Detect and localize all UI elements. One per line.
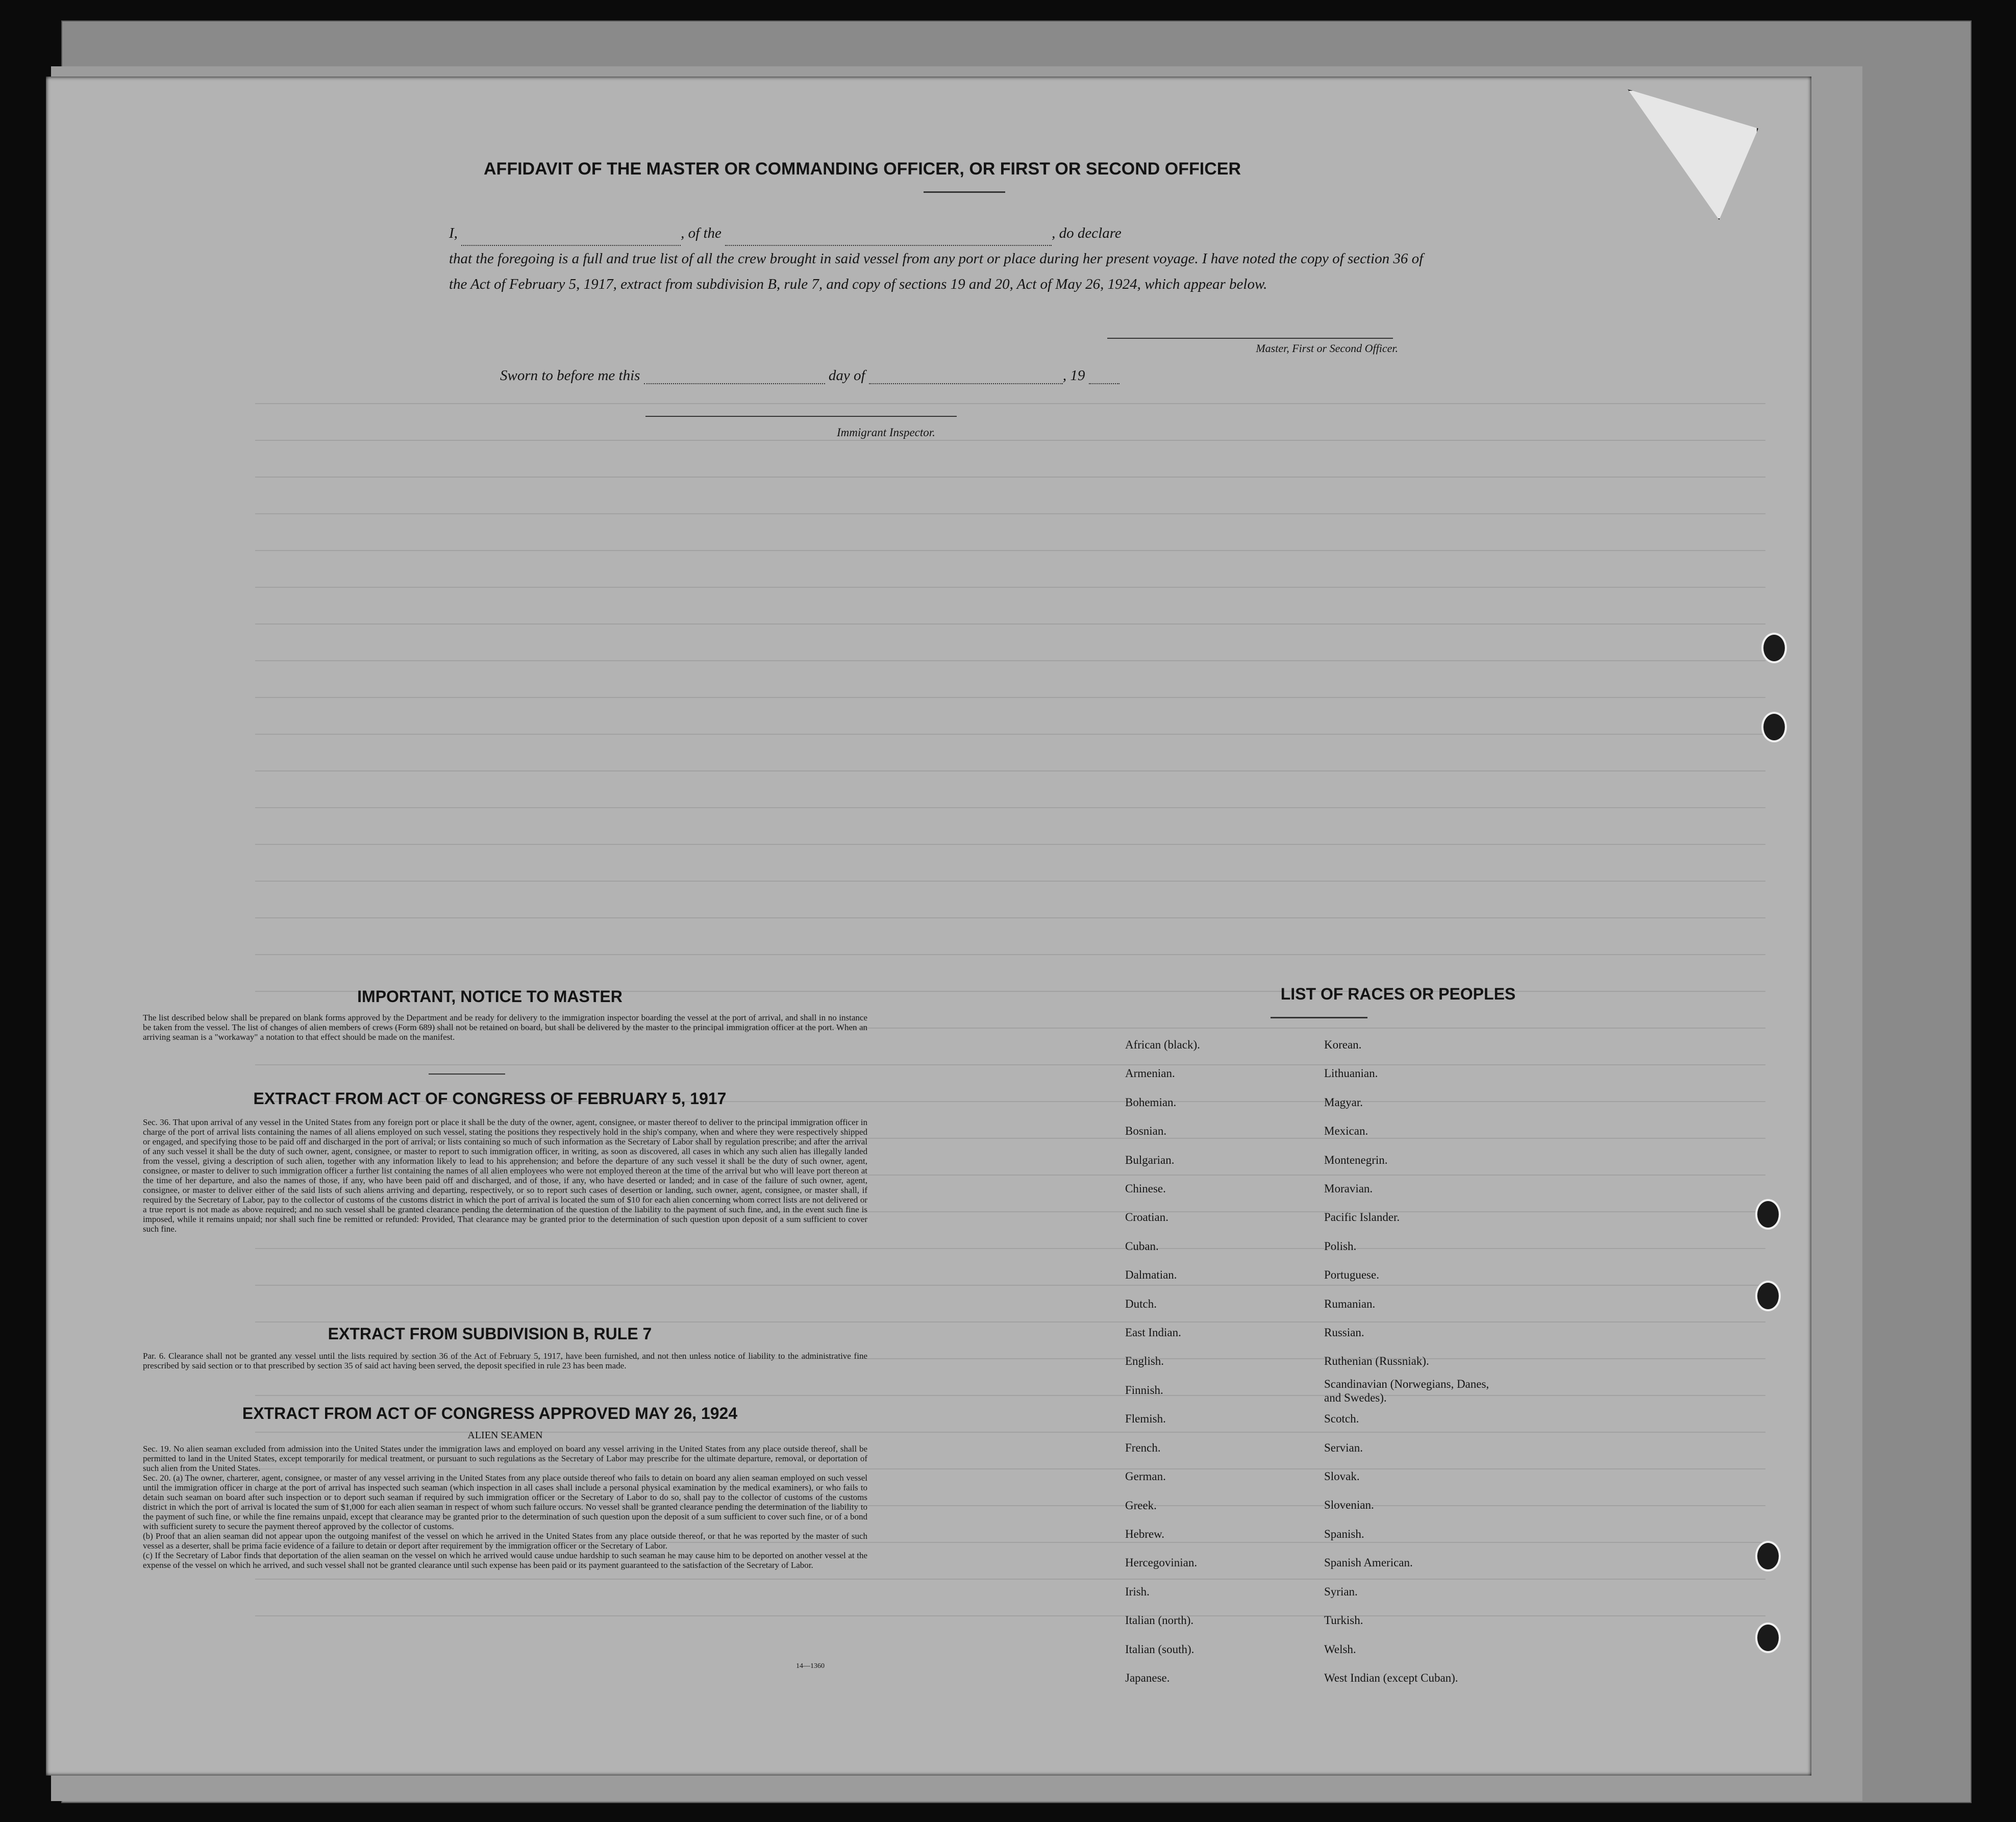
extract-1924-heading: EXTRACT FROM ACT OF CONGRESS APPROVED MAY 26, 1924 <box>242 1404 738 1422</box>
alien-seamen-subheading: ALIEN SEAMEN <box>467 1430 543 1441</box>
extract-1917-body: Sec. 36. That upon arrival of any vessel in the United States from any foreign port or place it shall be the duty of the owner, agent, consignee, or master thereof to deliver to the principal immigration officer in charge of the port of arrival lists containing the names of all aliens employed on such vessel, stating the positions they respectively hold in the ship's company, when and where they were respectively shipped or engaged, and specifying those to be paid off and discharged in the port of arrival; or lists containing so much of such information as the Secretary of Labor shall by regulation prescribe; and after the arrival of any such vessel it shall be the duty of such owner, agent, consignee, or master to report to such immigration officer, in writing, as soon as discovered, all cases in which any such alien has illegally landed from the vessel, giving a description of such alien, together with any information likely to lead to his apprehension; and before the departure of any such vessel it shall be the duty of such owner, agent, consignee, or master to deliver to such immigration officer a further list containing the names of all alien employees who were not employed thereon at the time of the arrival but who will leave port thereon at the time of her departure, and also the names of those, if any, who have been paid off and discharged, and of those, if any, who have deserted or landed; and in case of the failure of such owner, agent, consignee, or master to deliver either of the said lists of such aliens arriving and departing, respectively, or so to report such cases of desertion or landing, such owner, agent, consignee, or master shall, if required by the Secretary of Labor, pay to the collector of customs of the customs district in which the port of arrival is located the sum of $10 for each alien concerning whom correct lists are not delivered or a true report is not made as above required; and no such vessel shall be granted clearance pending the determination of the question of the liability to the payment of such fine, and, in the event such fine is imposed, while it remains unpaid; nor shall such fine be remitted or refunded: Provided, That clearance may be granted prior to the determination of such question upon deposit of a sum sufficient to cover such fine. <box>143 1117 867 1234</box>
race-item: Armenian. <box>1125 1067 1175 1080</box>
race-item: Spanish. <box>1324 1527 1364 1540</box>
race-item: Korean. <box>1324 1038 1362 1051</box>
race-item: Japanese. <box>1125 1671 1170 1684</box>
race-item: Hercegovinian. <box>1125 1556 1198 1569</box>
race-item: Flemish. <box>1125 1412 1166 1426</box>
races-heading: LIST OF RACES OR PEOPLES <box>1280 985 1516 1003</box>
master-label: Master, First or Second Officer. <box>1256 342 1398 355</box>
affidavit-text <box>449 220 1429 297</box>
race-item: Slovenian. <box>1324 1499 1374 1512</box>
race-item: Dalmatian. <box>1125 1268 1177 1282</box>
punch-hole <box>1755 1281 1781 1311</box>
punch-hole <box>1755 1623 1781 1653</box>
race-item: French. <box>1125 1441 1161 1454</box>
race-item: Slovak. <box>1324 1470 1360 1483</box>
sworn-text: Sworn to before me this <box>500 367 640 384</box>
race-item: Polish. <box>1324 1239 1357 1253</box>
affidavit-of-the: , of the <box>681 225 721 241</box>
affidavit-title: AFFIDAVIT OF THE MASTER OR COMMANDING OFFICER, OR FIRST OR SECOND OFFICER <box>484 159 1241 179</box>
race-item: Mexican. <box>1324 1125 1368 1138</box>
race-item: German. <box>1125 1470 1166 1483</box>
section-20c: (c) If the Secretary of Labor finds that deportation of the alien seaman on the vessel on which he arrived would cause undue hardship to such seaman he may cause him to be deported on another vessel at the expense of the vessel on which he arrived, and such vessel shall not be granted clearance until such expense has been paid or its payment guaranteed to the satisfaction of the Secretary of Labor. <box>143 1551 867 1570</box>
race-item: East Indian. <box>1125 1326 1181 1339</box>
race-item: Croatian. <box>1125 1211 1168 1224</box>
extract-rule7-heading: EXTRACT FROM SUBDIVISION B, RULE 7 <box>328 1325 652 1343</box>
form-number: 14—1360 <box>796 1662 825 1670</box>
race-item: Bulgarian. <box>1125 1153 1175 1166</box>
race-item: Hebrew. <box>1125 1527 1165 1540</box>
race-item: Servian. <box>1324 1441 1363 1454</box>
race-item: Scandinavian (Norwegians, Danes, and Swedes). <box>1324 1377 1489 1404</box>
extract-rule7-body: Par. 6. Clearance shall not be granted any vessel until the lists required by section 36 of the Act of February 5, 1917, have been furnished, and not then unless notice of liability to the administrative fine prescribed by said section or to that prescribed by section 35 of said act having been served, the deposit specified in rule 23 has been made. <box>143 1351 867 1370</box>
races-left-column <box>1125 1031 1329 1692</box>
extract-1924-body <box>143 1444 867 1570</box>
sworn-line <box>500 365 1163 384</box>
affidavit-do-declare: , do declare <box>1052 225 1122 241</box>
race-item: Magyar. <box>1324 1095 1363 1109</box>
section-rule <box>429 1074 505 1075</box>
race-item: Italian (north). <box>1125 1614 1194 1627</box>
race-item: Scotch. <box>1324 1412 1359 1426</box>
notice-heading: IMPORTANT, NOTICE TO MASTER <box>357 987 623 1006</box>
race-item: Irish. <box>1125 1585 1150 1598</box>
race-item: Greek. <box>1125 1499 1157 1512</box>
race-item: Lithuanian. <box>1324 1067 1378 1080</box>
section-20b: (b) Proof that an alien seaman did not appear upon the outgoing manifest of the vessel on which he arrived in the United States from any place outside thereof, or that he was reported by the master of such vessel as a deserter, shall be prima facie evidence of a failure to detain or deport after requirement by the immigration officer or the Secretary of Labor. <box>143 1531 867 1551</box>
year-prefix: , 19 <box>1062 367 1085 384</box>
race-item: Turkish. <box>1324 1614 1363 1627</box>
race-item: Welsh. <box>1324 1642 1356 1656</box>
vessel-field[interactable] <box>725 227 1052 246</box>
title-rule <box>924 191 1005 193</box>
punch-hole <box>1761 712 1787 742</box>
punch-hole <box>1755 1199 1781 1230</box>
race-item: Italian (south). <box>1125 1642 1194 1656</box>
punch-hole <box>1761 633 1787 663</box>
notice-body: The list described below shall be prepared on blank forms approved by the Department and be ready for delivery to the immigration inspector boarding the vessel at the port of arrival, and shall in no instance be taken from the vessel. The list of changes of alien members of crews (Form 689) shall not be retained on board, but shall be delivered by the master to the principal immigration officer at the port. When an arriving seaman is a "workaway" a notation to that effect should be made on the manifest. <box>143 1013 867 1042</box>
day-of-text: day of <box>828 367 865 384</box>
race-item: Bohemian. <box>1125 1095 1177 1109</box>
section-19: Sec. 19. No alien seaman excluded from admission into the United States under the immigration laws and employed on board any vessel arriving in the United States from any place outside thereof, shall be permitted to land in the United States, except temporarily for medical treatment, or pursuant to such regulations as the Secretary of Labor may prescribe for the ultimate departure, removal, or deportation of such alien from the United States. <box>143 1444 867 1473</box>
inspector-label: Immigrant Inspector. <box>837 426 935 439</box>
section-20a: Sec. 20. (a) The owner, charterer, agent, consignee, or master of any vessel arriving in the United States from any place outside thereof who fails to detain on board any alien seaman employed on such vessel until the immigration officer in charge at the port of arrival has inspected such seaman (which inspection in all cases shall include a personal physical examination by the medical examiners), or who fails to detain such seaman on board after such inspection or to deport such seaman if required by such immigration officer or the Secretary of Labor to do so, shall pay to the collector of customs of the customs district in which the port of arrival is located the sum of $1,000 for each alien seaman in respect of whom such failure occurs. No vessel shall be granted clearance pending the determination of the liability to the payment of such fine, or while the fine remains unpaid, except that clearance may be granted prior to the determination of such question upon the deposit of a sum sufficient to cover such fine, or of a bond with sufficient surety to secure the payment thereof approved by the collector of customs. <box>143 1473 867 1531</box>
race-item: Syrian. <box>1324 1585 1358 1598</box>
race-item: Dutch. <box>1125 1297 1157 1310</box>
race-item: Moravian. <box>1324 1182 1373 1195</box>
punch-hole <box>1755 1541 1781 1571</box>
race-item: English. <box>1125 1355 1164 1368</box>
race-item: Portuguese. <box>1324 1268 1379 1282</box>
race-item: Spanish American. <box>1324 1556 1413 1569</box>
race-item: West Indian (except Cuban). <box>1324 1671 1458 1684</box>
race-item: Montenegrin. <box>1324 1153 1388 1166</box>
name-field[interactable] <box>461 227 681 246</box>
affidavit-i: I, <box>449 225 458 241</box>
sworn-month-field[interactable] <box>869 365 1063 384</box>
race-item: Rumanian. <box>1324 1297 1376 1310</box>
race-item: Ruthenian (Russniak). <box>1324 1355 1429 1368</box>
inspector-signature-line[interactable] <box>645 416 957 417</box>
race-item: Bosnian. <box>1125 1125 1167 1138</box>
race-item: Cuban. <box>1125 1239 1159 1253</box>
affidavit-body: that the foregoing is a full and true list of all the crew brought in said vessel from any port or place during her present voyage. I have noted the copy of section 36 of the Act of February 5, 1917, extract from subdivision B, rule 7, and copy of sections 19 and 20, Act of May 26, 1924, which appear below. <box>449 251 1424 292</box>
races-rule <box>1271 1017 1367 1018</box>
race-item: Russian. <box>1324 1326 1364 1339</box>
sworn-year-field[interactable] <box>1089 365 1119 384</box>
race-item: Finnish. <box>1125 1383 1163 1396</box>
sworn-day-field[interactable] <box>644 365 825 384</box>
extract-1917-heading: EXTRACT FROM ACT OF CONGRESS OF FEBRUARY 5, 1917 <box>253 1089 727 1108</box>
race-item: African (black). <box>1125 1038 1200 1051</box>
race-item: Pacific Islander. <box>1324 1211 1400 1224</box>
master-signature-line[interactable] <box>1107 338 1393 339</box>
races-right-column <box>1324 1031 1538 1692</box>
race-item: Chinese. <box>1125 1182 1166 1195</box>
